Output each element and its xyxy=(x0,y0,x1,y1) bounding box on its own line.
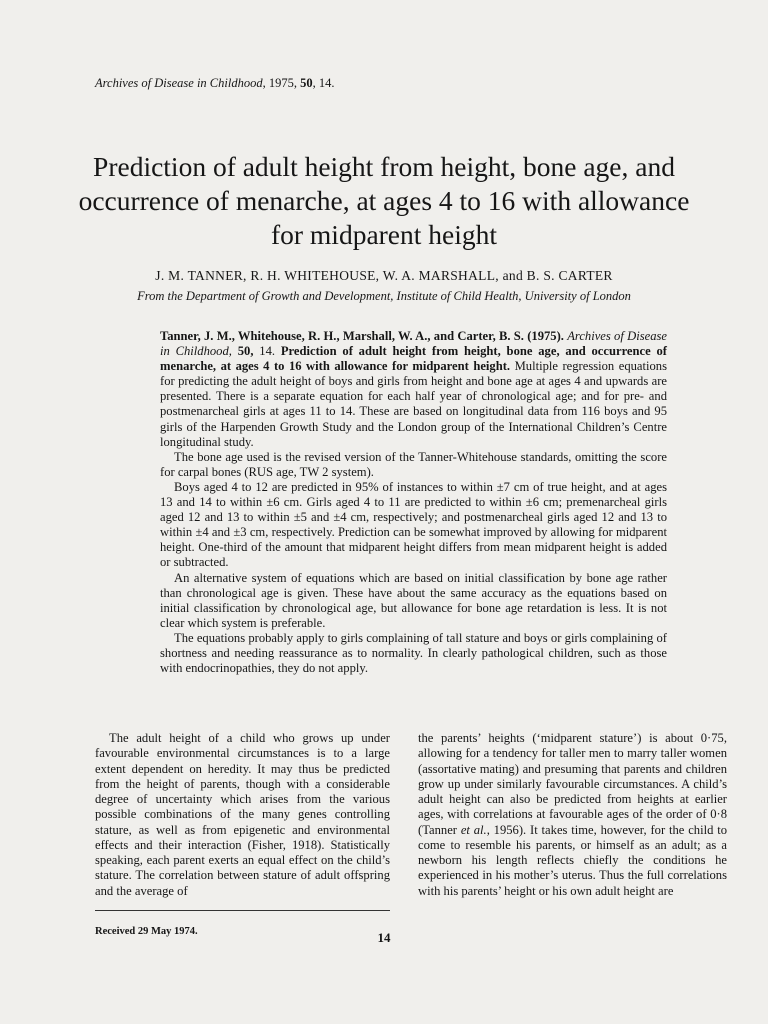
citation-journal: Archives of Disease in Childhood, xyxy=(160,329,667,359)
abstract-paragraph: The equations probably apply to girls complaining of tall stature and boys or girls complaining of shortness and needing reassurance as to normality. In clearly pathological children, such as those with endocrinopathies, they do not apply. xyxy=(160,630,667,676)
abstract-paragraph: The bone age used is the revised version of the Tanner-Whitehouse standards, omitting the score for carpal bones (RUS age, TW 2 system). xyxy=(160,449,667,479)
abstract xyxy=(160,329,667,676)
author-list: J. M. TANNER, R. H. WHITEHOUSE, W. A. MARSHALL, and B. S. CARTER xyxy=(155,268,613,283)
journal-year: , 1975, xyxy=(262,76,301,90)
abstract-paragraph: An alternative system of equations which are based on initial classification by bone age rather than chronological age is given. These have about the same accuracy as the equations based on initial classification by chronological age, but allowance for bone age retardation is less. It is not clear which system is preferable. xyxy=(160,570,667,630)
article-title-line-3: for midparent height xyxy=(270,219,498,250)
citation-pages: 14. xyxy=(253,344,276,359)
journal-volume: 50 xyxy=(300,76,313,90)
body-text-italic: et al. xyxy=(460,822,487,837)
citation-title: Prediction of adult height from height, bone age, and occurrence of menarche, at ages 4 to 16 with allowance for midparent height. xyxy=(160,344,667,374)
journal-page-ref: , 14. xyxy=(312,76,335,90)
article-title xyxy=(40,150,728,252)
footnote-divider xyxy=(95,910,390,911)
citation-authors: Tanner, J. M., Whitehouse, R. H., Marshall, W. A., and Carter, B. S. (1975). xyxy=(160,329,564,343)
abstract-paragraph: Boys aged 4 to 12 are predicted in 95% of instances to within ±7 cm of true height, and at ages 13 and 14 to within ±6 cm. Girls aged 4 to 11 are predicted to within ±6 cm; premenarcheal girls aged 12 and 13 to within ±5 and ±4 cm, respectively; and postmenarcheal girls aged 12 and 13 to within ±4 and ±3 cm, respectively. Prediction can be somewhat improved by allowing for midparent height. One-third of the amount that midparent height differs from mean midparent height is added or subtracted. xyxy=(160,479,667,570)
abstract-paragraph xyxy=(160,329,667,450)
body-paragraph: The adult height of a child who grows up under favourable environmental circumstances is to a large extent dependent on heredity. It may thus be predicted from the height of parents, though with a considerable degree of uncertainty which arises from the various possible combinations of the many genes controlling stature, as well as from epigenetic and environmental effects and their interaction (Fisher, 1918). Statistically speaking, each parent exerts an equal effect on the child’s stature. The correlation between stature of adult offspring and the average of xyxy=(95,731,390,898)
author-affiliation: From the Department of Growth and Development, Institute of Child Health, University of London xyxy=(137,289,631,303)
journal-reference xyxy=(95,76,334,91)
body-text: the parents’ heights (‘midparent stature’) is about 0·75, allowing for a tendency for taller men to marry taller women (assortative mating) and presuming that parents and children grow up under similarly favourable circumstances. A child’s adult height can also be predicted from heights at earlier ages, with correlations at favourable ages of the order of 0·8 (Tanner xyxy=(418,731,727,837)
body-paragraph xyxy=(418,731,727,899)
page-number: 14 xyxy=(377,930,391,945)
body-column-left xyxy=(95,731,390,899)
footnote-received-date: Received 29 May 1974. xyxy=(95,926,198,937)
body-text: , 1956). It takes time, however, for the child to come to resemble his parents, or himself as an adult; as a newborn his length reflects chiefly the conditions he experienced in his mother’s uterus. Thus the full correlations with his parents’ height or his own adult height are xyxy=(418,822,728,898)
article-title-line-2: occurrence of menarche, at ages 4 to 16 with allowance xyxy=(78,185,690,216)
article-title-line-1: Prediction of adult height from height, bone age, and xyxy=(93,151,675,182)
journal-name: Archives of Disease in Childhood xyxy=(95,76,263,90)
abstract-text: Multiple regression equations for predicting the adult height of boys and girls from height and bone age at ages 4 and upwards are presented. There is a separate equation for each half year of chronological age; and for pre- and postmenarcheal girls at ages 11 to 14. These are based on longitudinal data from 116 boys and 95 girls of the Harpenden Growth Study and the London group of the International Children’s Centre longitudinal study. xyxy=(160,359,668,449)
citation-volume: 50, xyxy=(237,344,254,359)
body-column-right xyxy=(418,731,727,899)
